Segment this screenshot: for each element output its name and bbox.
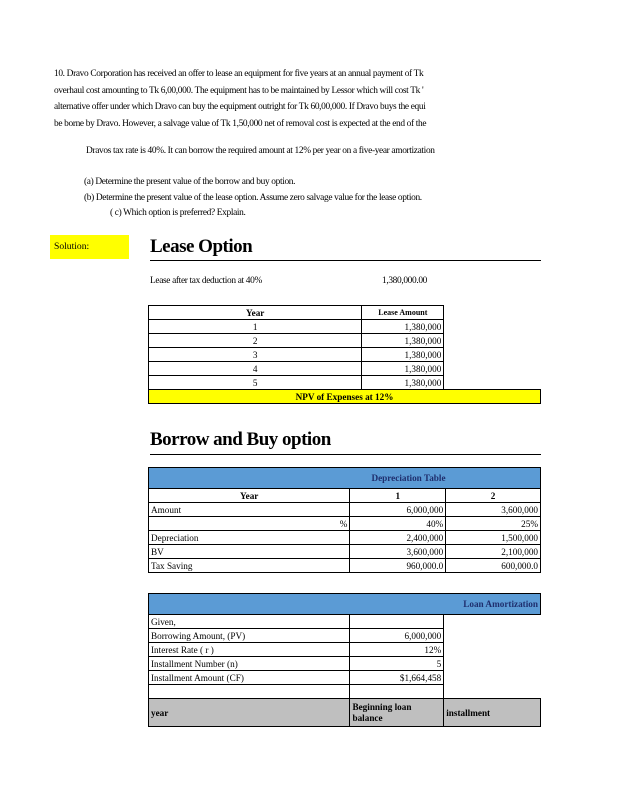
lease-amount: 1,380,000 [362, 320, 444, 334]
lease-option-title: Lease Option [150, 236, 253, 257]
loan-col-beginning: Beginning loan balance [350, 699, 444, 727]
depr-value-1: 2,400,000 [350, 531, 446, 545]
borrow-title-rule [150, 454, 541, 455]
loan-row-label: Installment Number (n) [149, 657, 350, 671]
question-line: 10. Dravo Corporation has received an offer to lease an equipment for five years at an annual payment of Tk [54, 69, 424, 79]
table-row [149, 362, 541, 376]
tax-rate-line: Dravos tax rate is 40%. It can borrow the required amount at 12% per year on a five-year amortization [86, 146, 435, 156]
loan-amortization-table [148, 593, 541, 727]
lease-amount: 1,380,000 [362, 334, 444, 348]
lease-year: 5 [149, 376, 362, 390]
question-line: be borne by Dravo. However, a salvage value of Tk 1,50,000 net of removal cost is expected at the end of the [54, 119, 427, 130]
lease-table [148, 305, 541, 404]
depr-value-2: 2,100,000 [446, 545, 541, 559]
depr-value-1: 3,600,000 [350, 545, 446, 559]
table-row [149, 594, 541, 615]
table-row [149, 671, 541, 685]
lease-year: 2 [149, 334, 362, 348]
depr-row-label: Tax Saving [149, 559, 350, 573]
lease-amount: 1,380,000 [362, 362, 444, 376]
table-row [149, 468, 541, 489]
table-row [149, 559, 541, 573]
depr-value-1: 960,000.0 [350, 559, 446, 573]
loan-row-value: 12% [350, 643, 444, 657]
table-row [149, 643, 541, 657]
depr-value-2: 1,500,000 [446, 531, 541, 545]
depr-value-2: 3,600,000 [446, 503, 541, 517]
lease-title-rule [150, 260, 541, 261]
part-c: ( c) Which option is preferred? Explain. [110, 208, 246, 218]
table-row [149, 657, 541, 671]
table-row [149, 503, 541, 517]
lease-year: 3 [149, 348, 362, 362]
table-row [149, 320, 541, 334]
table-row [149, 376, 541, 390]
depr-year-2: 2 [446, 489, 541, 503]
depr-row-label: % [149, 517, 350, 531]
borrow-buy-title: Borrow and Buy option [150, 429, 331, 450]
depr-value-1: 40% [350, 517, 446, 531]
loan-row-label: Installment Amount (CF) [149, 671, 350, 685]
depr-value-1: 6,000,000 [350, 503, 446, 517]
table-row [149, 531, 541, 545]
depr-row-label: Amount [149, 503, 350, 517]
lease-amount: 1,380,000 [362, 376, 444, 390]
lease-year: 1 [149, 320, 362, 334]
lease-amount: 1,380,000 [362, 348, 444, 362]
loan-row-value: 5 [350, 657, 444, 671]
loan-given-label: Given, [149, 615, 350, 629]
loan-col-installment: installment [444, 699, 541, 727]
table-row [149, 348, 541, 362]
lease-after-tax-label: Lease after tax deduction at 40% [150, 276, 262, 286]
depr-value-2: 25% [446, 517, 541, 531]
table-row [149, 390, 541, 404]
lease-after-tax-value: 1,380,000.00 [382, 276, 428, 286]
depr-row-label: BV [149, 545, 350, 559]
table-row [149, 545, 541, 559]
table-row [149, 489, 541, 503]
lease-col-amount: Lease Amount [362, 306, 444, 320]
part-b: (b) Determine the present value of the lease option. Assume zero salvage value for the lease option. [84, 193, 422, 203]
loan-row-label: Borrowing Amount, (PV) [149, 629, 350, 643]
lease-year: 4 [149, 362, 362, 376]
table-row [149, 685, 541, 699]
question-paragraph [54, 66, 540, 133]
depr-row-label: Depreciation [149, 531, 350, 545]
question-line: alternative offer under which Dravo can buy the equipment outright for Tk 60,00,000. If Dravo buys the equi [54, 102, 426, 113]
part-a: (a) Determine the present value of the borrow and buy option. [84, 177, 296, 187]
depr-year-1: 1 [350, 489, 446, 503]
solution-label: Solution: [50, 235, 129, 259]
table-row [149, 306, 541, 320]
loan-col-year: year [149, 699, 350, 727]
lease-npv-label: NPV of Expenses at 12% [149, 390, 541, 404]
loan-row-value: $1,664,458 [350, 671, 444, 685]
depreciation-header: Depreciation Table [149, 468, 541, 489]
lease-col-year: Year [149, 306, 362, 320]
question-line: overhaul cost amounting to Tk 6,00,000. The equipment has to be maintained by Lessor which will cost Tk ' [54, 85, 424, 96]
table-row [149, 517, 541, 531]
depr-year-label: Year [149, 489, 350, 503]
table-row [149, 629, 541, 643]
loan-row-value: 6,000,000 [350, 629, 444, 643]
loan-amortization-header: Loan Amortization [149, 594, 541, 615]
depreciation-table [148, 467, 541, 573]
table-row [149, 334, 541, 348]
table-row [149, 615, 541, 629]
loan-row-label: Interest Rate ( r ) [149, 643, 350, 657]
table-row [149, 699, 541, 727]
depr-value-2: 600,000.0 [446, 559, 541, 573]
